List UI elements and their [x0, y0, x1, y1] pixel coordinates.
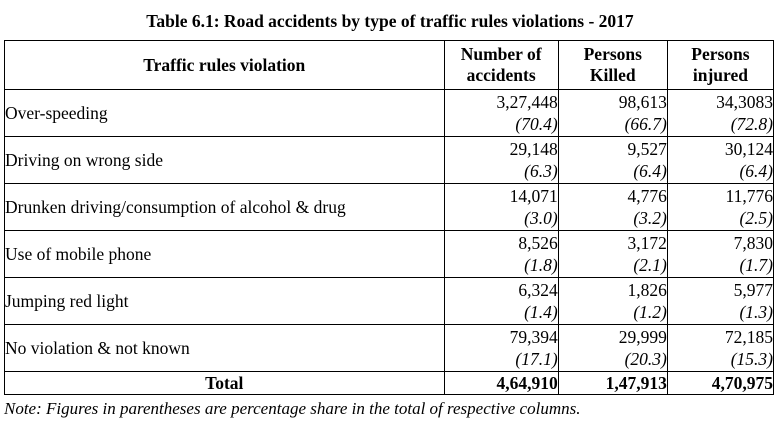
table-row [5, 278, 774, 325]
injured-cell: 34,3083 (72.8) [667, 90, 773, 137]
footnote: Note: Figures in parentheses are percentage share in the total of respective columns. [4, 399, 581, 418]
accidents-cell: 14,071 (3.0) [444, 184, 558, 231]
header-injured: Persons injured [667, 41, 773, 90]
injured-cell: 72,185 (15.3) [667, 325, 773, 372]
row-label: Use of mobile phone [5, 231, 445, 278]
table-row [5, 231, 774, 278]
total-injured: 4,70,975 [667, 372, 773, 395]
row-label: Over-speeding [5, 90, 445, 137]
killed-cell: 4,776 (3.2) [558, 184, 667, 231]
injured-cell: 11,776 (2.5) [667, 184, 773, 231]
injured-cell: 30,124 (6.4) [667, 137, 773, 184]
accidents-cell: 8,526 (1.8) [444, 231, 558, 278]
header-row [5, 41, 774, 90]
table-row [5, 137, 774, 184]
total-label: Total [5, 372, 445, 395]
killed-cell: 1,826 (1.2) [558, 278, 667, 325]
row-label: Driving on wrong side [5, 137, 445, 184]
total-accidents: 4,64,910 [444, 372, 558, 395]
table-row [5, 184, 774, 231]
killed-cell: 3,172 (2.1) [558, 231, 667, 278]
row-label: Jumping red light [5, 278, 445, 325]
total-killed: 1,47,913 [558, 372, 667, 395]
injured-cell: 7,830 (1.7) [667, 231, 773, 278]
killed-cell: 9,527 (6.4) [558, 137, 667, 184]
header-accidents: Number of accidents [444, 41, 558, 90]
accidents-cell: 3,27,448 (70.4) [444, 90, 558, 137]
row-label: Drunken driving/consumption of alcohol & drug [5, 184, 445, 231]
total-row [5, 372, 774, 395]
header-violation: Traffic rules violation [5, 41, 445, 90]
table-row [5, 90, 774, 137]
accidents-cell: 29,148 (6.3) [444, 137, 558, 184]
table-title: Table 6.1: Road accidents by type of traffic rules violations - 2017 [146, 11, 634, 31]
accidents-cell: 79,394 (17.1) [444, 325, 558, 372]
header-killed: Persons Killed [558, 41, 667, 90]
killed-cell: 98,613 (66.7) [558, 90, 667, 137]
table-row [5, 325, 774, 372]
killed-cell: 29,999 (20.3) [558, 325, 667, 372]
accidents-cell: 6,324 (1.4) [444, 278, 558, 325]
injured-cell: 5,977 (1.3) [667, 278, 773, 325]
violations-table [4, 40, 774, 395]
row-label: No violation & not known [5, 325, 445, 372]
